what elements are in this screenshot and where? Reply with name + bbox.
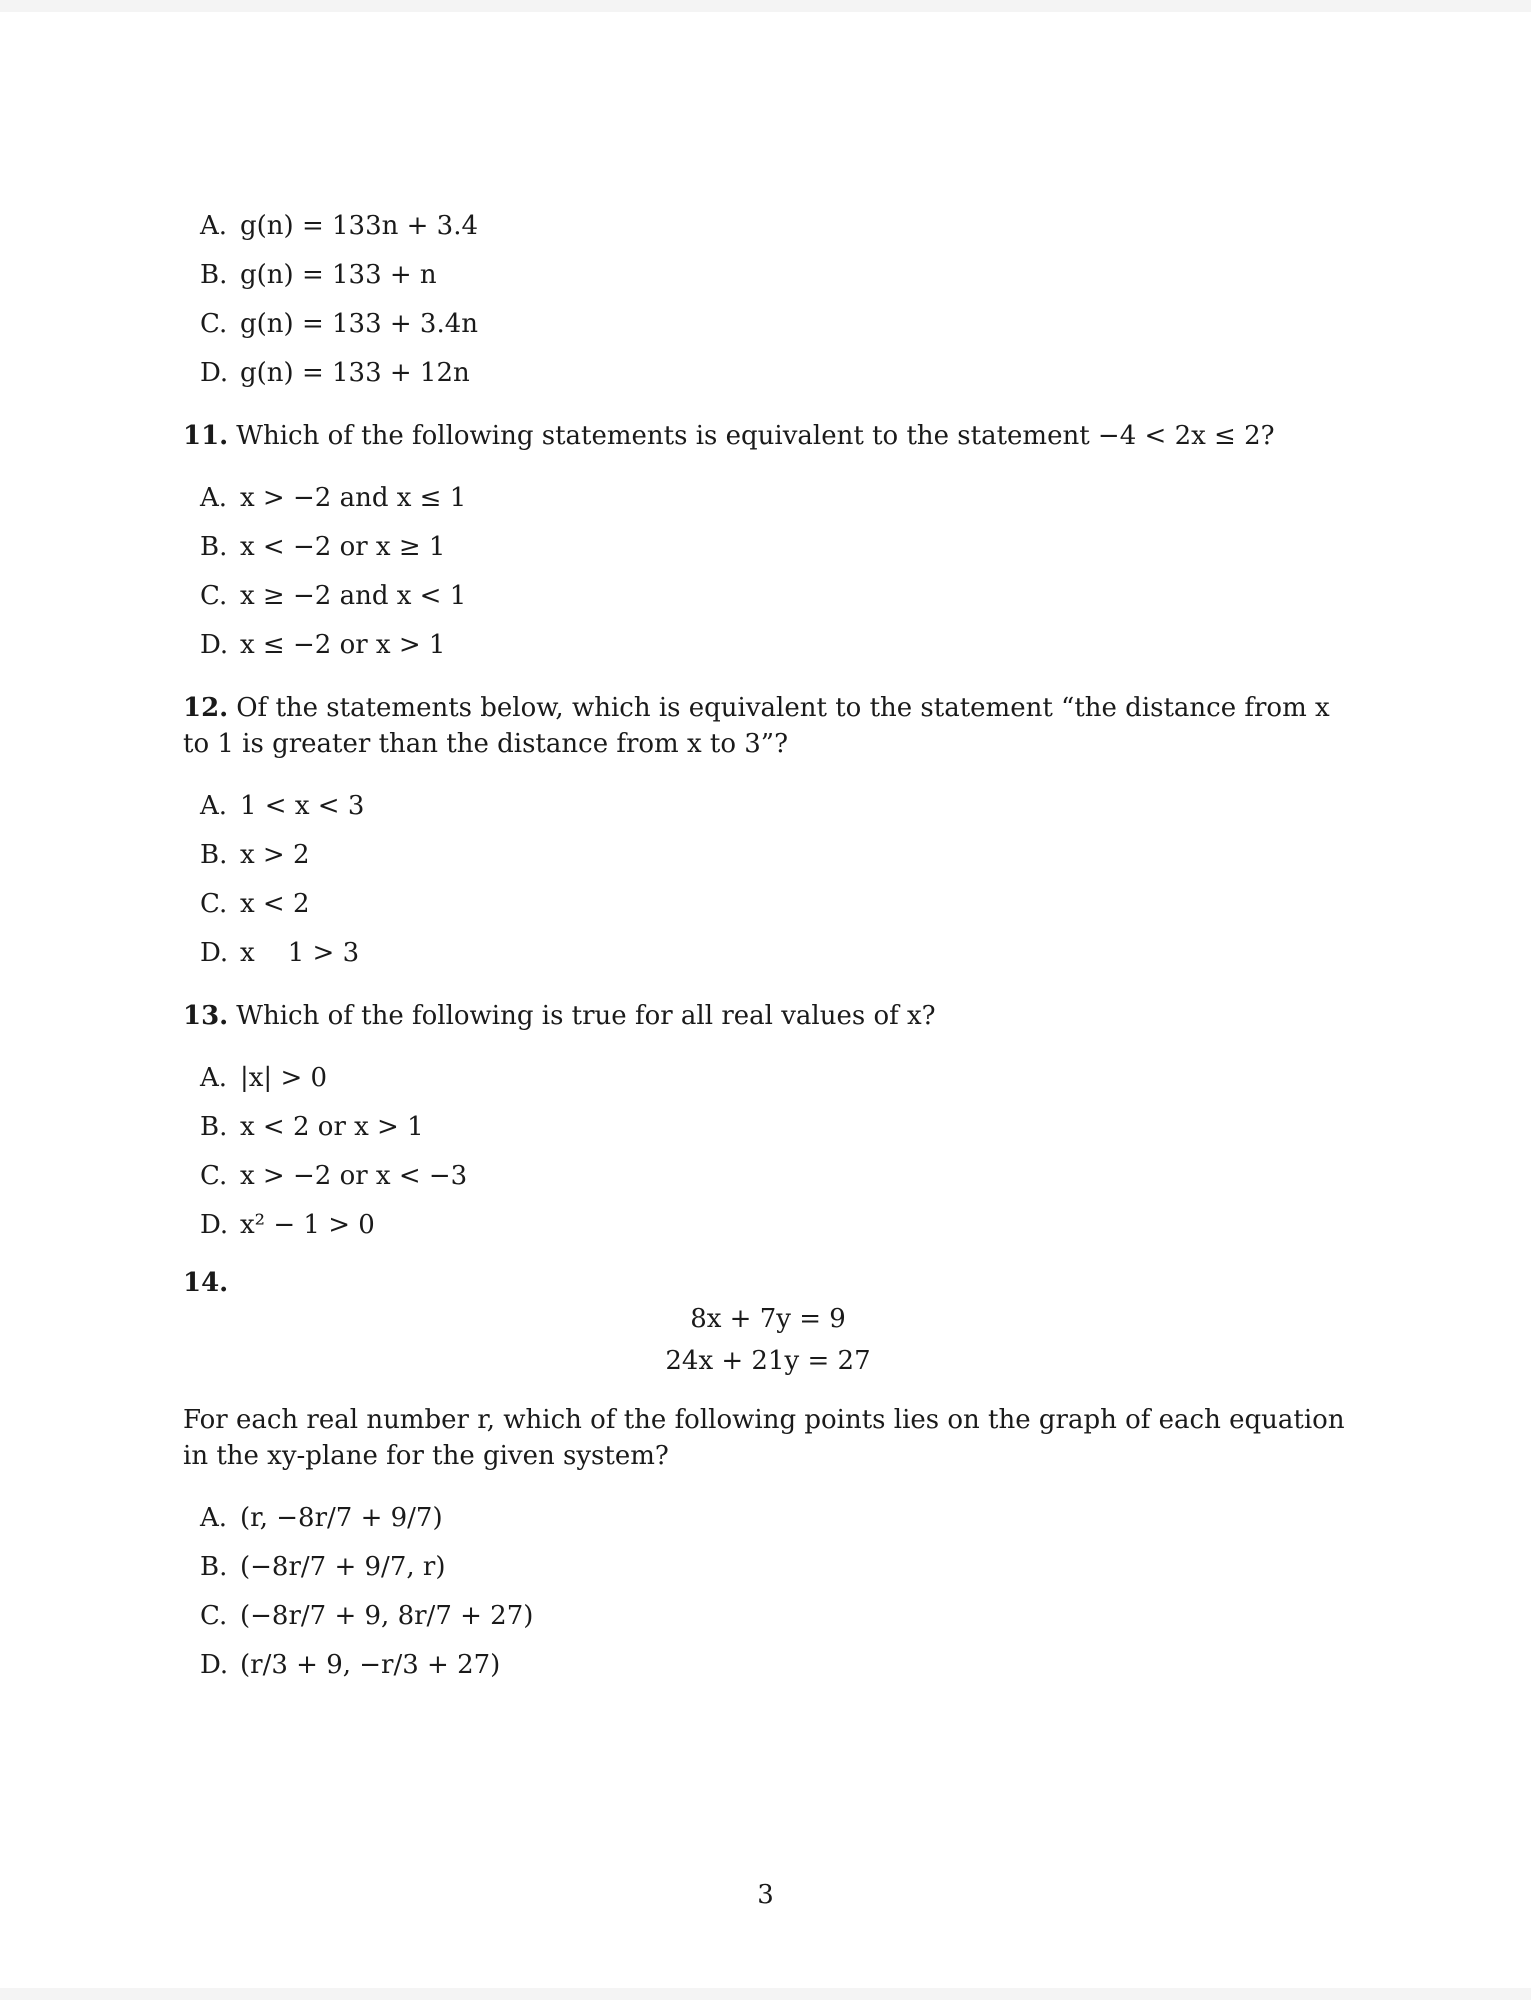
q14-choice-c	[200, 1592, 1353, 1641]
q13-choices	[200, 1054, 1353, 1250]
choice-text: (−8r/7 + 9, 8r/7 + 27)	[240, 1601, 534, 1631]
q14-choice-a	[200, 1494, 1353, 1543]
choice-text: (r/3 + 9, −r/3 + 27)	[240, 1650, 501, 1680]
q12-choice-c	[200, 880, 1353, 929]
question-number: 11.	[183, 421, 229, 451]
equation-system	[183, 1298, 1353, 1382]
choice-letter: B.	[200, 1552, 228, 1582]
question-text: Which of the following statements is equivalent to the statement −4 < 2x ≤ 2?	[236, 421, 1275, 451]
choice-text: 1 < x < 3	[240, 791, 365, 821]
choice-text: g(n) = 133 + 12n	[240, 358, 470, 388]
choice-text: x > 2	[240, 840, 310, 870]
q11-choice-c	[200, 572, 1353, 621]
choice-letter: A.	[200, 483, 228, 513]
q13-choice-d	[200, 1201, 1353, 1250]
q13-choice-b	[200, 1103, 1353, 1152]
choice-text: (r, −8r/7 + 9/7)	[240, 1503, 443, 1533]
choice-letter: A.	[200, 1503, 228, 1533]
q14-choice-b	[200, 1543, 1353, 1592]
choice-text: g(n) = 133 + n	[240, 260, 437, 290]
choice-letter: C.	[200, 1601, 228, 1631]
choice-letter: D.	[200, 630, 229, 660]
choice-letter: A.	[200, 211, 228, 241]
choice-text: x ≥ −2 and x < 1	[240, 581, 467, 611]
q12-choice-a	[200, 782, 1353, 831]
document-page	[0, 12, 1531, 1988]
choice-letter: C.	[200, 309, 228, 339]
choice-text: x > −2 or x < −3	[240, 1161, 468, 1191]
question-text: For each real number r, which of the following points lies on the graph of each equation in the xy-plane for the given system?	[183, 1405, 1345, 1471]
q10-choice-d	[200, 349, 1353, 398]
q11-choice-d	[200, 621, 1353, 670]
q12-choices	[200, 782, 1353, 978]
choice-letter: A.	[200, 791, 228, 821]
q10-choice-a	[200, 202, 1353, 251]
page-number: 3	[757, 1880, 774, 1910]
q13-choice-a	[200, 1054, 1353, 1103]
page-content	[183, 202, 1353, 1690]
question-number: 12.	[183, 693, 229, 723]
q12-prompt	[183, 690, 1353, 762]
q14-number: 14.	[183, 1268, 229, 1298]
choice-text: x < −2 or x ≥ 1	[240, 532, 446, 562]
equation-2: 24x + 21y = 27	[665, 1346, 871, 1376]
choice-text: (−8r/7 + 9/7, r)	[240, 1552, 446, 1582]
choice-letter: B.	[200, 532, 228, 562]
question-text: Of the statements below, which is equivalent to the statement “the distance from x to 1 is greater than the distance from x to 3”?	[183, 693, 1330, 759]
choice-text: x > −2 and x ≤ 1	[240, 483, 467, 513]
choice-letter: B.	[200, 260, 228, 290]
q11-prompt	[183, 418, 1353, 454]
q12-choice-b	[200, 831, 1353, 880]
choice-letter: D.	[200, 1650, 229, 1680]
q14-choices	[200, 1494, 1353, 1690]
choice-letter: A.	[200, 1063, 228, 1093]
q11-choice-a	[200, 474, 1353, 523]
q14-prompt	[183, 1402, 1353, 1474]
question-text: Which of the following is true for all real values of x?	[236, 1001, 936, 1031]
choice-letter: C.	[200, 1161, 228, 1191]
choice-letter: C.	[200, 889, 228, 919]
q11-choices	[200, 474, 1353, 670]
question-number: 13.	[183, 1001, 229, 1031]
q10-choice-b	[200, 251, 1353, 300]
choice-letter: D.	[200, 1210, 229, 1240]
q10-choice-c	[200, 300, 1353, 349]
choice-letter: B.	[200, 1112, 228, 1142]
choice-text: x 1 > 3	[240, 938, 360, 968]
choice-text: x ≤ −2 or x > 1	[240, 630, 446, 660]
q11-choice-b	[200, 523, 1353, 572]
choice-text: g(n) = 133n + 3.4	[240, 211, 479, 241]
choice-text: x < 2 or x > 1	[240, 1112, 424, 1142]
choice-text: x² − 1 > 0	[240, 1210, 375, 1240]
q13-choice-c	[200, 1152, 1353, 1201]
choice-letter: B.	[200, 840, 228, 870]
choice-letter: C.	[200, 581, 228, 611]
choice-text: g(n) = 133 + 3.4n	[240, 309, 479, 339]
choice-text: x < 2	[240, 889, 310, 919]
q10-choices	[200, 202, 1353, 398]
choice-letter: D.	[200, 938, 229, 968]
choice-text: |x| > 0	[240, 1063, 328, 1093]
q13-prompt	[183, 998, 1353, 1034]
q14-choice-d	[200, 1641, 1353, 1690]
q12-choice-d	[200, 929, 1353, 978]
choice-letter: D.	[200, 358, 229, 388]
equation-1: 8x + 7y = 9	[690, 1304, 846, 1334]
